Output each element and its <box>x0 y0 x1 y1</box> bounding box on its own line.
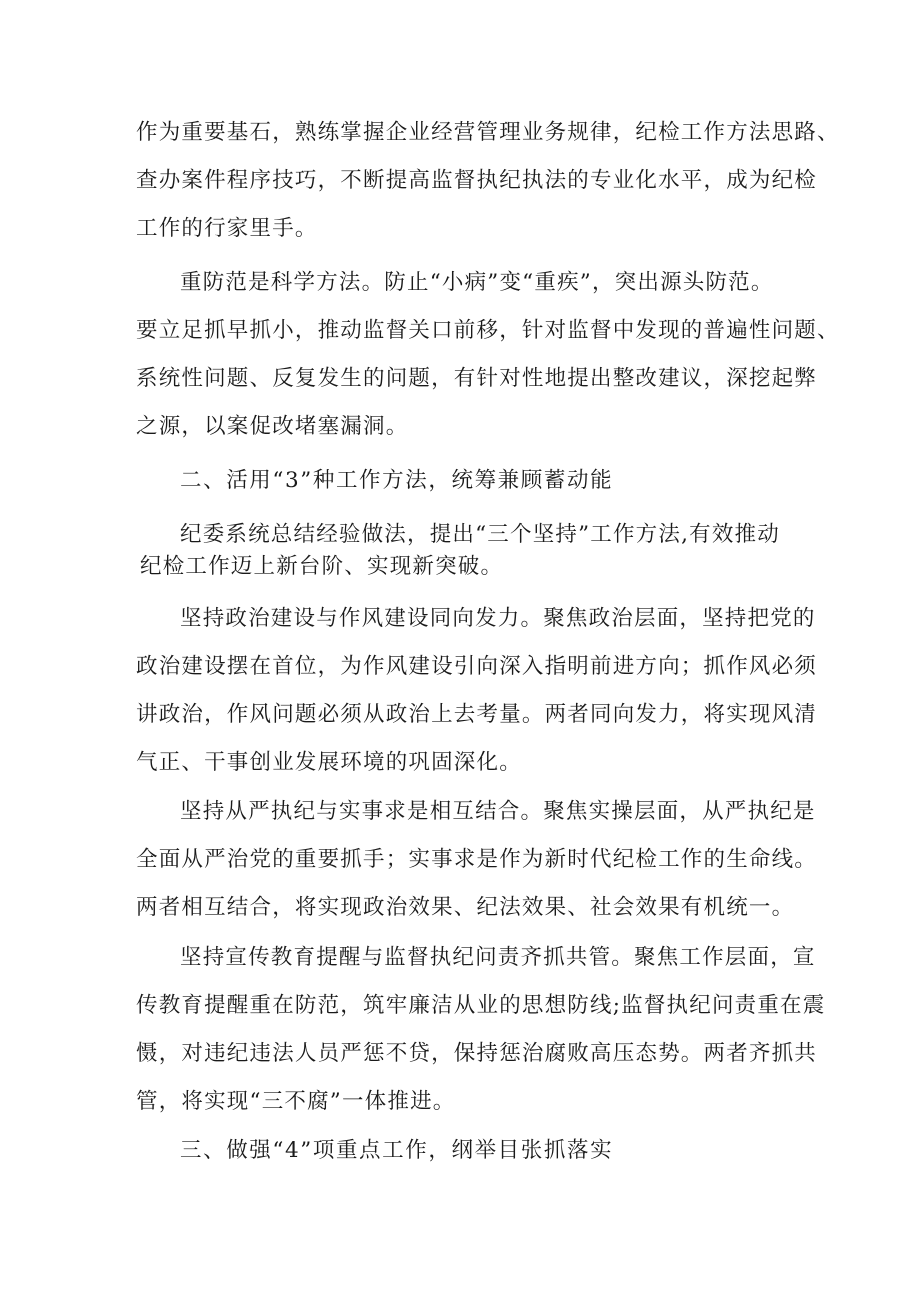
paragraph-line: 两者相互结合，将实现政治效果、纪法效果、社会效果有机统一。 <box>136 895 795 920</box>
paragraph-line: 纪检工作迈上新台阶、实现新突破。 <box>140 554 504 579</box>
paragraph-line: 要立足抓早抓小，推动监督关口前移，针对监督中发现的普遍性问题、 <box>136 318 840 343</box>
paragraph-line: 慑，对违纪违法人员严惩不贷，保持惩治腐败高压态势。两者齐抓共 <box>136 1041 818 1066</box>
paragraph-line: 传教育提醒重在防范，筑牢廉洁从业的思想防线;监督执纪问责重在震 <box>136 993 826 1018</box>
paragraph-line: 重防范是科学方法。防止“小病”变“重疾”，突出源头防范。 <box>180 270 774 295</box>
paragraph-line: 作为重要基石，熟练掌握企业经营管理业务规律，纪检工作方法思路、 <box>136 120 840 145</box>
paragraph-line: 管，将实现“三不腐”一体推进。 <box>136 1089 456 1114</box>
paragraph-line: 全面从严治党的重要抓手；实事求是作为新时代纪检工作的生命线。 <box>136 847 818 872</box>
paragraph-line: 坚持政治建设与作风建设同向发力。聚焦政治层面，坚持把党的 <box>180 606 816 631</box>
paragraph-line: 纪委系统总结经验做法，提出“三个坚持”工作方法,有效推动 <box>180 522 780 547</box>
section-heading: 二、活用“3”种工作方法，统筹兼顾蓄动能 <box>180 468 614 493</box>
paragraph-line: 查办案件程序技巧，不断提高监督执纪执法的专业化水平，成为纪检 <box>136 168 818 193</box>
paragraph-line: 之源，以案促改堵塞漏洞。 <box>136 414 409 439</box>
section-heading: 三、做强“4”项重点工作，纲举目张抓落实 <box>180 1138 614 1163</box>
paragraph-line: 系统性问题、反复发生的问题，有针对性地提出整改建议，深挖起弊 <box>136 366 818 391</box>
paragraph-line: 坚持宣传教育提醒与监督执纪问责齐抓共管。聚焦工作层面，宣 <box>180 945 816 970</box>
paragraph-line: 政治建设摆在首位，为作风建设引向深入指明前进方向；抓作风必须 <box>136 654 818 679</box>
paragraph-line: 工作的行家里手。 <box>136 216 318 241</box>
paragraph-line: 讲政治，作风问题必须从政治上去考量。两者同向发力，将实现风清 <box>136 702 818 727</box>
paragraph-line: 坚持从严执纪与实事求是相互结合。聚焦实操层面，从严执纪是 <box>180 799 816 824</box>
paragraph-line: 气正、干事创业发展环境的巩固深化。 <box>136 750 522 775</box>
